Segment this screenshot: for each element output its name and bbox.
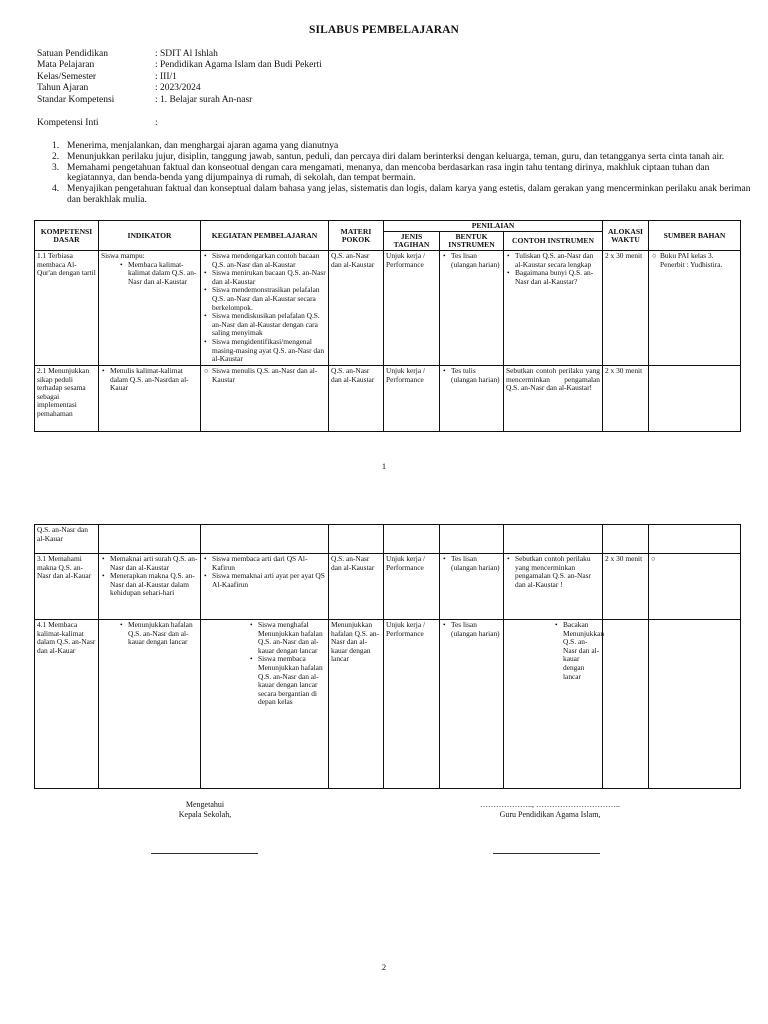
meta-row (37, 60, 322, 71)
list-item: • Tuliskan Q.S. an-Nasr dan al-Kaustar secara lengkap (506, 252, 600, 269)
cell-contoh (504, 554, 603, 620)
sign-role: Guru Pendidikan Agama Islam, (499, 810, 601, 819)
list-item: • Tes lisan (ulangan harian) (442, 621, 501, 638)
bentuk-list (442, 252, 501, 269)
cell-kegiatan (201, 251, 329, 366)
ki-colon: : (155, 118, 158, 128)
cell-jenis: Unjuk kerja / Performance (384, 620, 440, 789)
cell-sumber (649, 366, 741, 432)
cell-contoh (504, 620, 603, 789)
meta-value: : SDIT Al Ishlah (155, 49, 218, 59)
header-indikator: INDIKATOR (99, 221, 201, 251)
list-item (52, 163, 752, 185)
cell-jenis (384, 525, 440, 554)
list-text: Menerima, menjalankan, dan menghargai ajaran agama yang dianutnya (67, 141, 339, 151)
list-item: • Siswa mendiskusikan pelafalan Q.S. an-Nasr dan al-Kaustar dengan cara saling menyimak (203, 312, 326, 338)
cell-contoh (504, 525, 603, 554)
list-item (52, 152, 752, 163)
cell-kegiatan (201, 620, 329, 789)
page-title: SILABUS PEMBELAJARAN (309, 24, 459, 36)
header-kegiatan: KEGIATAN PEMBELAJARAN (201, 221, 329, 251)
table-row (35, 366, 741, 432)
kompetensi-inti-label (37, 118, 158, 128)
header-kd: KOMPETENSI DASAR (35, 221, 99, 251)
meta-key: Satuan Pendidikan (37, 49, 108, 59)
signature-line-left (151, 853, 258, 854)
list-item: • Siswa mendemonstrasikan pelafalan Q.S. an-Nasr dan al-Kaustar secara berkelompok. (203, 286, 326, 312)
meta-value: : 2023/2024 (155, 83, 201, 94)
list-item (52, 141, 752, 152)
list-item: • Siswa membaca Menunjukkan hafalan Q.S. an-Nasr dan al-kauar dengan lancar secara bergantian di depan kelas (249, 655, 326, 707)
meta-key: Mata Pelajaran (37, 60, 95, 71)
list-item: ○ Buku PAI kelas 3. Penerbit : Yudhistira. (651, 252, 738, 269)
sign-role: Kepala Sekolah, (178, 810, 232, 819)
cell-indikator (99, 620, 201, 789)
cell-kegiatan (201, 366, 329, 432)
meta-value: : 1. Belajar surah An-nasr (155, 94, 253, 105)
meta-value: : Pendidikan Agama Islam dan Budi Pekerti (155, 60, 322, 71)
cell-kd: 2.1 Menunjukkan sikap peduli terhadap sesama sebagai implementasi pemahaman (35, 366, 99, 432)
list-item: • Siswa mendengarkan contoh bacaan Q.S. an-Nasr dan al-Kaustar (203, 252, 326, 269)
silabus-table-page2 (34, 524, 741, 789)
cell-contoh: Sebutkan contoh perilaku yang mencerminkan pengamalan Q.S. an-Nasr dan al-Kaustar! (504, 366, 603, 432)
kegiatan-list (203, 555, 326, 589)
header-penilaian: PENILAIAN (384, 221, 603, 232)
ki-key: Kompetensi Inti (37, 118, 99, 128)
sign-date: ……………….., ………………………….. (480, 800, 620, 809)
indikator-intro: Siswa mampu: (101, 251, 145, 260)
cell-kd: 4.1 Membaca kalimat-kalimat dalam Q.S. an-Nasr dan al-Kauar (35, 620, 99, 789)
list-item: • Memaknai arti surah Q.S. an-Nasr dan al-Kaustar (101, 555, 198, 572)
cell-sumber (649, 251, 741, 366)
cell-jenis: Unjuk kerja / Performance (384, 366, 440, 432)
header-contoh: CONTOH INSTRUMEN (504, 232, 603, 251)
header-row (35, 221, 741, 232)
list-item: • Siswa memaknai arti ayat per ayat QS Al-Kaafirun (203, 572, 326, 589)
list-item: • Sebutkan contoh perilaku yang mencerminkan pengamalan Q.S. an-Nasr dan al-Kaustar ! (506, 555, 600, 589)
list-number: 1. (52, 141, 60, 151)
signature-left (140, 800, 270, 820)
list-item: • Siswa mengidentifikasi/mengenal masing-masing ayat Q.S. an-Nasr dan al-Kaustar (203, 338, 326, 364)
cell-kd: 1.1 Terbiasa membaca Al-Qur'an dengan tartil (35, 251, 99, 366)
table-row (35, 620, 741, 789)
list-item: • Tes lisan (ulangan harian) (442, 555, 501, 572)
cell-bentuk (440, 251, 504, 366)
cell-sumber (649, 620, 741, 789)
list-item: • Menunjukkan hafalan Q.S. an-Nasr dan al-kauar dengan lancar (119, 621, 198, 647)
cell-materi: Q.S. an-Nasr dan al-Kaustar (329, 366, 384, 432)
cell-indikator (99, 554, 201, 620)
cell-kd: 3.1 Memahami makna Q.S. an-Nasr dan al-Kauar (35, 554, 99, 620)
list-item: • Siswa menghafal Menunjukkan hafalan Q.S. an-Nasr dan al-kauar dengan lancar (249, 621, 326, 655)
meta-row (37, 49, 322, 60)
table-row (35, 251, 741, 366)
cell-indikator (99, 525, 201, 554)
meta-key: Tahun Ajaran (37, 83, 89, 94)
page-number: 2 (381, 962, 387, 972)
bentuk-list (442, 621, 501, 638)
cell-jenis: Unjuk kerja / Performance (384, 554, 440, 620)
cell-kegiatan (201, 525, 329, 554)
cell-contoh (504, 251, 603, 366)
meta-key: Kelas/Semester (37, 71, 97, 82)
list-item: • Siswa menirukan bacaan Q.S. an-Nasr dan al-Kaustar (203, 269, 326, 286)
cell-alokasi: 2 x 30 menit (603, 251, 649, 366)
cell-kegiatan (201, 554, 329, 620)
cell-bentuk (440, 525, 504, 554)
meta-row (37, 83, 322, 94)
table-row (35, 525, 741, 554)
list-item: • Bacakan Menunjukkan Q.S. an-Nasr dan al-kauar dengan lancar (554, 621, 600, 681)
list-item: • Membaca kalimat-kalimat dalam Q.S. an-Nasr dan al-Kaustar (119, 261, 198, 287)
cell-alokasi (603, 620, 649, 789)
list-item: • Menulis kalimat-kalimat dalam Q.S. an-Nasrdan al-Kauar (101, 367, 198, 393)
cell-kd: Q.S. an-Nasr dan al-Kauar (35, 525, 99, 554)
header-alokasi: ALOKASI WAKTU (603, 221, 649, 251)
cell-bentuk (440, 620, 504, 789)
list-number: 3. (52, 162, 60, 173)
list-text: Memahami pengetahuan faktual dan konseotual dengan cara mengamati, menanya, dan mencoba berdasarkan rasa ingin tahu tentang dirinya, makhluk ciptaan tuhan dan kegiatannya, dan benda-benda yang dijumpainya di rumah, di sekolah, dan tempat bermain. (67, 162, 710, 184)
indikator-list (101, 555, 198, 598)
page-number: 1 (381, 461, 387, 471)
cell-indikator (99, 366, 201, 432)
cell-sumber (649, 525, 741, 554)
meta-key: Standar Kompetensi (37, 94, 115, 105)
sign-label: Mengetahui (185, 800, 225, 809)
meta-value: : III/1 (155, 71, 177, 82)
list-item: ○ Siswa menulis Q.S. an-Nasr dan al-Kaustar (203, 367, 326, 384)
silabus-table-page1 (34, 220, 741, 432)
list-number: 4. (52, 184, 60, 195)
signature-line-right (493, 853, 600, 854)
cell-alokasi: 2 x 30 menit (603, 554, 649, 620)
cell-indikator (99, 251, 201, 366)
list-item (52, 184, 752, 206)
header-bentuk: BENTUK INSTRUMEN (440, 232, 504, 251)
kegiatan-list (203, 252, 326, 364)
indikator-list (101, 367, 198, 393)
contoh-list (506, 555, 600, 589)
cell-sumber (649, 554, 741, 620)
cell-bentuk (440, 554, 504, 620)
header-jenis: JENIS TAGIHAN (384, 232, 440, 251)
cell-alokasi: 2 x 30 menit (603, 366, 649, 432)
cell-materi: Menunjukkan hafalan Q.S. an-Nasr dan al-kauar dengan lancar (329, 620, 384, 789)
list-text: Menunjukkan perilaku jujur, disiplin, tanggung jawab, santun, peduli, dan percaya diri dalam berinterksi dengan keluarga, teman, guru, dan tetangganya serta cinta tanah air. (67, 151, 725, 162)
list-item: • Menerapkan makna Q.S. an-Nasr dan al-Kaustar dalam kehidupan sehari-hari (101, 572, 198, 598)
list-item: • Siswa membaca arti dari QS Al-Kafirun (203, 555, 326, 572)
indikator-list (101, 621, 198, 647)
kompetensi-inti-list (52, 141, 752, 206)
kegiatan-list (203, 367, 326, 384)
cell-alokasi (603, 525, 649, 554)
meta-block (37, 49, 322, 106)
cell-materi (329, 525, 384, 554)
cell-bentuk (440, 366, 504, 432)
list-item: • Bagaimana bunyi Q.S. an-Nasr dan al-Kaustar? (506, 269, 600, 286)
bentuk-list (442, 555, 501, 572)
list-item: • Tes lisan (ulangan harian) (442, 252, 501, 269)
meta-row (37, 72, 322, 83)
contoh-list (506, 620, 605, 681)
header-materi: MATERI POKOK (329, 221, 384, 251)
list-text: Menyajikan pengetahuan faktual dan konseptual dalam bahasa yang jelas, sistematis dan logis, dalam karya yang estetis, dalam gerakan yang mencerminkan perilaku anak beriman dan berakhlak mulia. (67, 184, 751, 205)
bentuk-list (442, 367, 501, 384)
meta-row (37, 95, 322, 106)
contoh-list (506, 252, 600, 286)
empty-circle-icon: ○ (651, 554, 656, 563)
header-sumber: SUMBER BAHAN (649, 221, 741, 251)
indikator-list (101, 261, 198, 287)
list-number: 2. (52, 151, 60, 162)
cell-jenis: Unjuk kerja / Performance (384, 251, 440, 366)
cell-materi: Q.S. an-Nasr dan al-Kaustar (329, 251, 384, 366)
cell-materi: Q.S. an-Nasr dan al-Kaustar (329, 554, 384, 620)
list-item: • Tes tulis (ulangan harian) (442, 367, 501, 384)
sumber-list (651, 252, 738, 269)
signature-right (460, 800, 640, 820)
kegiatan-list (203, 621, 326, 707)
table-row (35, 554, 741, 620)
